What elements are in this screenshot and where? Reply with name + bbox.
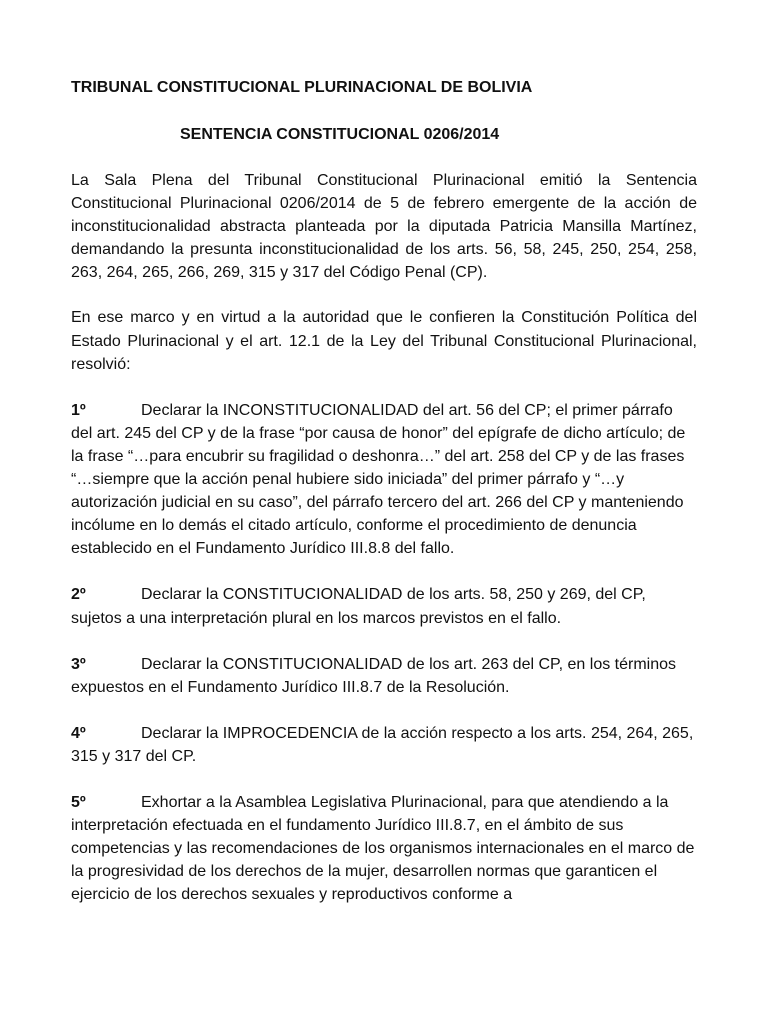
resolution-item — [71, 399, 697, 561]
item-number: 2º — [71, 586, 86, 604]
resolution-item — [71, 791, 697, 906]
item-number: 4º — [71, 724, 86, 742]
item-text: Declarar la CONSTITUCIONALIDAD de los art. 263 del CP, en los términos expuestos en el Fundamento Jurídico III.8.7 de la Resolución. — [71, 655, 677, 696]
item-number: 5º — [71, 793, 86, 811]
item-number: 1º — [71, 401, 86, 419]
document-title: TRIBUNAL CONSTITUCIONAL PLURINACIONAL DE BOLIVIA — [71, 79, 533, 96]
resolution-item — [71, 583, 697, 629]
item-number: 3º — [71, 655, 86, 673]
item-text: Declarar la INCONSTITUCIONALIDAD del art. 56 del CP; el primer párrafo del art. 245 del CP y de la frase “por causa de honor” del epígrafe de dicho artículo; de la frase “…para encubrir su fragilidad o deshonra…” del art. 258 del CP y de las frases “…siempre que la acción penal hubiere sido iniciada” del primer párrafo y “…y autorización judicial en su caso”, del párrafo tercero del art. 266 del CP y manteniendo incólume en lo demás el citado artículo, conforme el procedimiento de denuncia establecido en el Fundamento Jurídico III.8.8 del fallo. — [71, 401, 686, 558]
item-text: Exhortar a la Asamblea Legislativa Plurinacional, para que atendiendo a la interpretación efectuada en el fundamento Jurídico III.8.7, en el ámbito de sus competencias y las recomendaciones de los organismos internacionales en el marco de la progresividad de los derechos de la mujer, desarrollen normas que garanticen el ejercicio de los derechos sexuales y reproductivos conforme a — [71, 793, 695, 904]
resolution-item — [71, 722, 697, 768]
item-text: Declarar la CONSTITUCIONALIDAD de los arts. 58, 250 y 269, del CP, sujetos a una interpretación plural en los marcos previstos en el fallo. — [71, 586, 646, 627]
document-page — [71, 76, 697, 906]
framework-paragraph: En ese marco y en virtud a la autoridad que le confieren la Constitución Política del Estado Plurinacional y el art. 12.1 de la Ley del Tribunal Constitucional Plurinacional, resolvió: — [71, 309, 697, 373]
document-subtitle: SENTENCIA CONSTITUCIONAL 0206/2014 — [180, 126, 500, 143]
item-text: Declarar la IMPROCEDENCIA de la acción respecto a los arts. 254, 264, 265, 315 y 317 del CP. — [71, 724, 694, 765]
intro-paragraph: La Sala Plena del Tribunal Constitucional Plurinacional emitió la Sentencia Constitucional Plurinacional 0206/2014 de 5 de febrero emergente de la acción de inconstitucionalidad abstracta planteada por la diputada Patricia Mansilla Martínez, demandando la presunta inconstitucionalidad de los arts. 56, 58, 245, 250, 254, 258, 263, 264, 265, 266, 269, 315 y 317 del Código Penal (CP). — [71, 172, 697, 282]
resolution-item — [71, 653, 697, 699]
